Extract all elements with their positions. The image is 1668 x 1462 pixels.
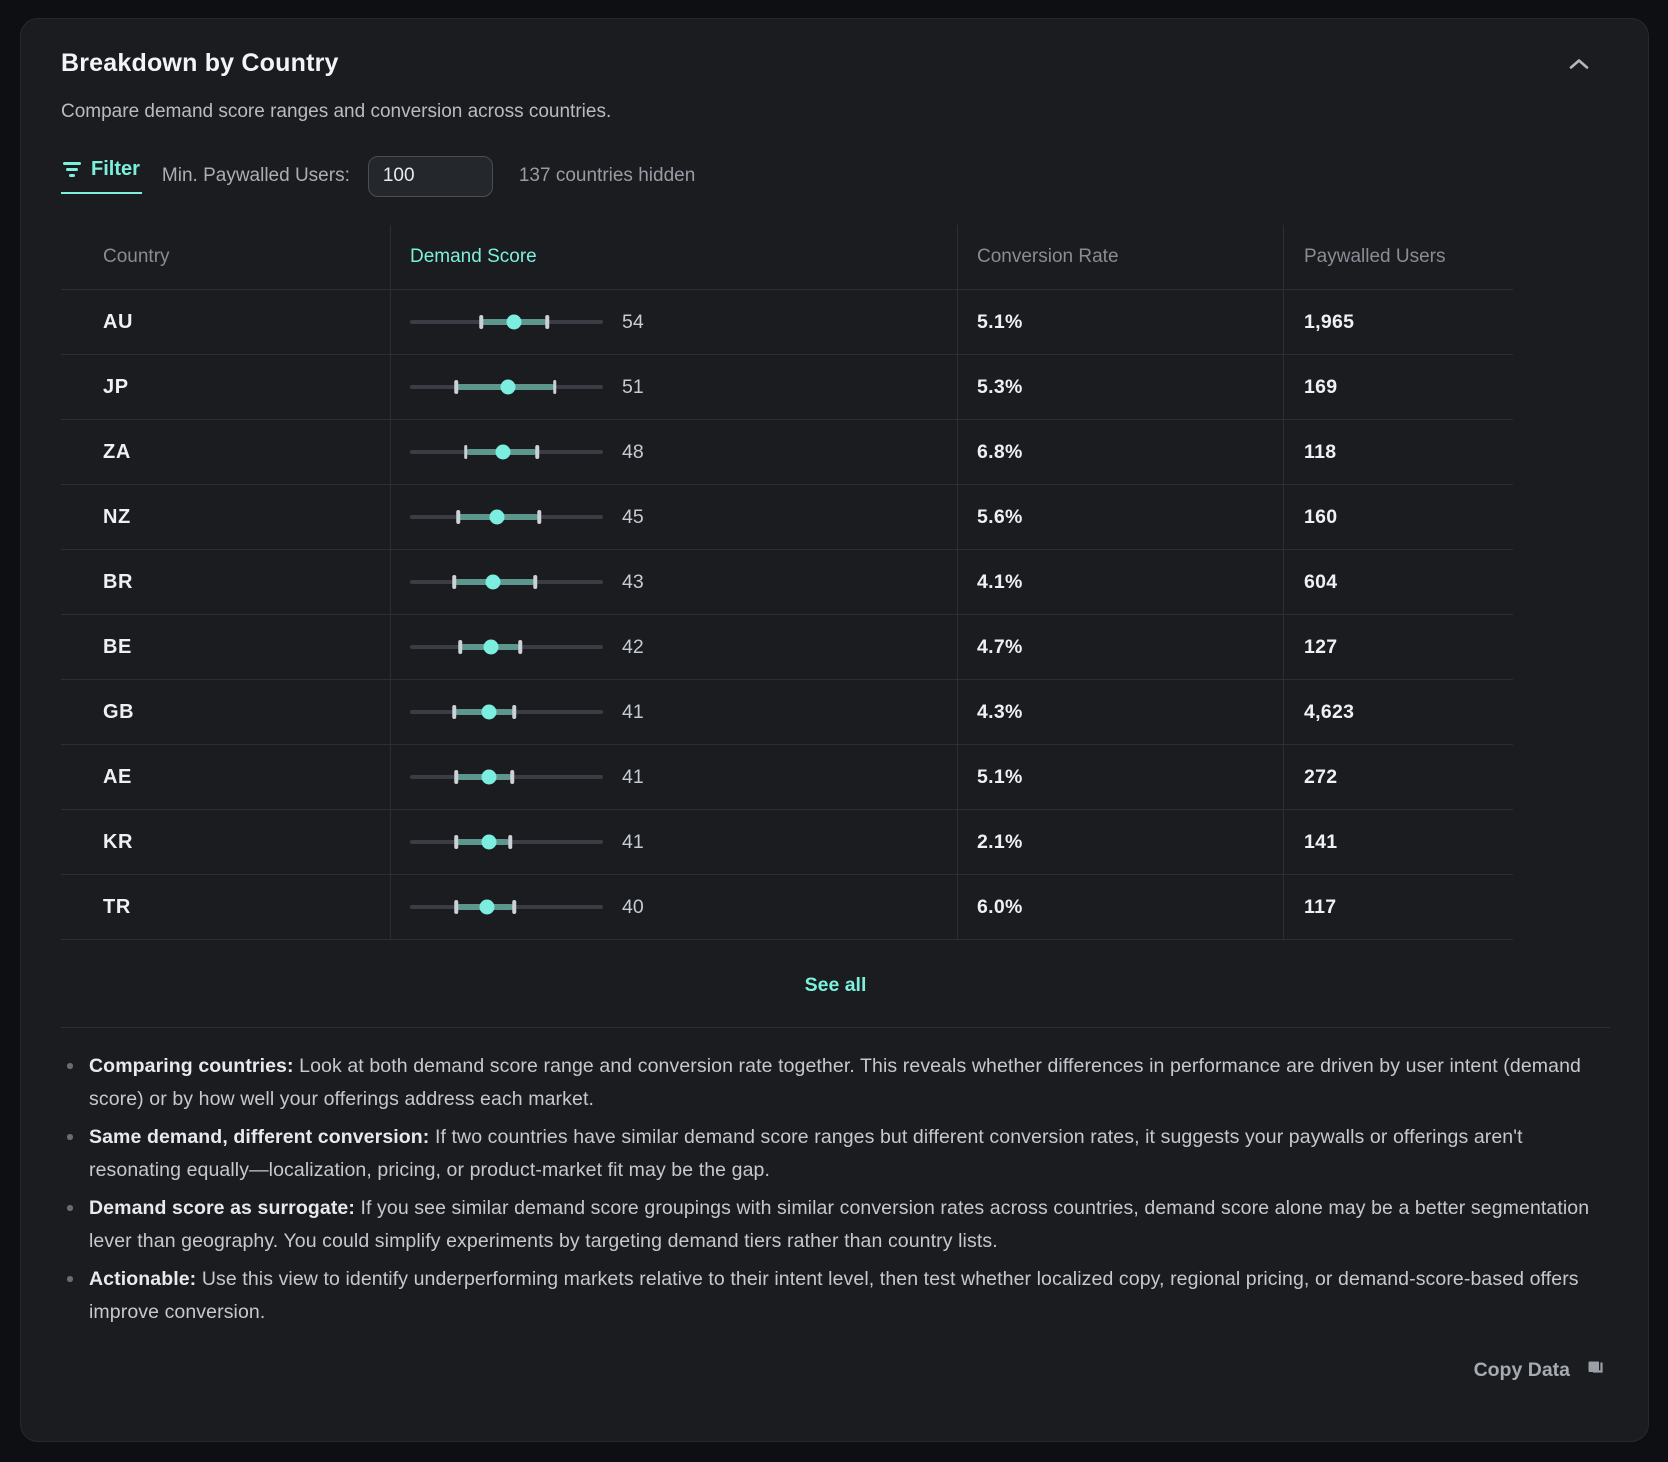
conversion-rate-value: 5.1% bbox=[977, 765, 1023, 788]
paywalled-users-value: 160 bbox=[1304, 505, 1338, 528]
conversion-rate-value: 4.1% bbox=[977, 570, 1023, 593]
slider-min-whisker bbox=[453, 705, 457, 719]
bullet-icon bbox=[67, 1063, 73, 1069]
demand-score-value: 51 bbox=[622, 375, 644, 398]
copy-data-label: Copy Data bbox=[1473, 1358, 1570, 1381]
collapse-panel-button[interactable] bbox=[1562, 51, 1596, 80]
demand-score-slider bbox=[410, 635, 603, 659]
column-header-country[interactable]: Country bbox=[103, 246, 170, 267]
insight-note bbox=[61, 1192, 1613, 1258]
table-row bbox=[61, 874, 1513, 939]
chevron-up-icon bbox=[1568, 59, 1590, 74]
slider-dot bbox=[482, 770, 497, 785]
demand-score-value: 41 bbox=[622, 830, 644, 853]
conversion-rate-value: 5.6% bbox=[977, 505, 1023, 528]
slider-min-whisker bbox=[453, 575, 457, 589]
breakdown-by-country-panel bbox=[20, 18, 1649, 1442]
demand-score-slider bbox=[410, 505, 603, 529]
conversion-rate-value: 4.3% bbox=[977, 700, 1023, 723]
filter-icon bbox=[63, 162, 81, 177]
min-paywalled-users-label: Min. Paywalled Users: bbox=[161, 165, 350, 186]
slider-min-whisker bbox=[455, 835, 459, 849]
country-code: GB bbox=[103, 700, 135, 723]
demand-score-value: 40 bbox=[622, 895, 644, 918]
demand-score-slider bbox=[410, 895, 603, 919]
table-header-row bbox=[61, 225, 1513, 289]
note-lead: Same demand, different conversion: bbox=[89, 1126, 430, 1148]
country-code: KR bbox=[103, 830, 134, 853]
slider-max-whisker bbox=[553, 380, 557, 394]
slider-max-whisker bbox=[512, 900, 516, 914]
table-row bbox=[61, 289, 1513, 354]
panel-subtitle: Compare demand score ranges and conversion across countries. bbox=[61, 101, 612, 122]
see-all-link[interactable]: See all bbox=[804, 974, 867, 996]
slider-max-whisker bbox=[518, 640, 522, 654]
table-row bbox=[61, 354, 1513, 419]
slider-min-whisker bbox=[458, 640, 462, 654]
country-code: BE bbox=[103, 635, 132, 658]
country-code: ZA bbox=[103, 440, 131, 463]
demand-score-slider bbox=[410, 830, 603, 854]
table-row bbox=[61, 744, 1513, 809]
filter-tab[interactable] bbox=[61, 158, 142, 194]
slider-dot bbox=[495, 445, 510, 460]
slider-max-whisker bbox=[511, 770, 515, 784]
paywalled-users-value: 127 bbox=[1304, 635, 1338, 658]
slider-dot bbox=[507, 315, 522, 330]
demand-score-value: 42 bbox=[622, 635, 644, 658]
filter-tab-label: Filter bbox=[91, 158, 140, 180]
column-header-conversion-rate[interactable]: Conversion Rate bbox=[977, 246, 1119, 267]
filter-row bbox=[61, 150, 1608, 202]
slider-max-whisker bbox=[536, 445, 540, 459]
insight-note bbox=[61, 1121, 1613, 1187]
paywalled-users-value: 272 bbox=[1304, 765, 1338, 788]
note-text: If you see similar demand score groupings with similar conversion rates across countries, demand score alone may be a better segmentation lever than geography. You could simplify experiments by targeting demand tiers rather than country lists. bbox=[89, 1197, 1590, 1252]
conversion-rate-value: 5.3% bbox=[977, 375, 1023, 398]
table-row bbox=[61, 549, 1513, 614]
conversion-rate-value: 6.0% bbox=[977, 895, 1023, 918]
slider-min-whisker bbox=[455, 380, 459, 394]
panel-header bbox=[61, 49, 1608, 80]
demand-score-value: 45 bbox=[622, 505, 644, 528]
demand-score-value: 54 bbox=[622, 310, 644, 333]
demand-score-value: 41 bbox=[622, 765, 644, 788]
country-code: TR bbox=[103, 895, 131, 918]
demand-score-value: 41 bbox=[622, 700, 644, 723]
country-code: BR bbox=[103, 570, 134, 593]
conversion-rate-value: 2.1% bbox=[977, 830, 1023, 853]
paywalled-users-value: 118 bbox=[1304, 440, 1337, 463]
paywalled-users-value: 604 bbox=[1304, 570, 1338, 593]
bullet-icon bbox=[67, 1205, 73, 1211]
demand-score-value: 48 bbox=[622, 440, 644, 463]
slider-dot bbox=[484, 640, 499, 655]
demand-score-slider bbox=[410, 375, 603, 399]
slider-max-whisker bbox=[545, 315, 549, 329]
table-row bbox=[61, 614, 1513, 679]
slider-dot bbox=[501, 380, 516, 395]
insight-note bbox=[61, 1050, 1613, 1116]
country-breakdown-table bbox=[61, 225, 1513, 940]
country-code: AU bbox=[103, 310, 134, 333]
slider-dot bbox=[485, 575, 500, 590]
demand-score-slider bbox=[410, 765, 603, 789]
country-code: AE bbox=[103, 765, 132, 788]
note-lead: Actionable: bbox=[89, 1268, 197, 1290]
country-code: NZ bbox=[103, 505, 131, 528]
conversion-rate-value: 5.1% bbox=[977, 310, 1023, 333]
column-header-paywalled-users[interactable]: Paywalled Users bbox=[1304, 246, 1446, 267]
slider-max-whisker bbox=[512, 705, 516, 719]
conversion-rate-value: 4.7% bbox=[977, 635, 1023, 658]
demand-score-value: 43 bbox=[622, 570, 644, 593]
slider-min-whisker bbox=[455, 900, 459, 914]
demand-score-slider bbox=[410, 310, 603, 334]
slider-min-whisker bbox=[480, 315, 484, 329]
section-divider bbox=[61, 1027, 1610, 1028]
table-body bbox=[61, 289, 1513, 940]
note-text: If two countries have similar demand score ranges but different conversion rates, it suggests your paywalls or offerings aren't resonating equally—localization, pricing, or product-market fit may be the gap. bbox=[89, 1126, 1523, 1181]
slider-dot bbox=[489, 510, 504, 525]
bullet-icon bbox=[67, 1276, 73, 1282]
paywalled-users-value: 141 bbox=[1304, 830, 1338, 853]
column-header-demand-score[interactable]: Demand Score bbox=[410, 246, 537, 267]
slider-min-whisker bbox=[457, 510, 461, 524]
demand-score-slider bbox=[410, 700, 603, 724]
insight-notes bbox=[61, 1050, 1613, 1329]
slider-dot bbox=[482, 705, 497, 720]
note-text: Look at both demand score range and conversion rate together. This reveals whether differences in performance are driven by user intent (demand score) or by how well your offerings address each market. bbox=[89, 1055, 1581, 1110]
slider-dot bbox=[482, 835, 497, 850]
demand-score-slider bbox=[410, 440, 603, 464]
table-row bbox=[61, 484, 1513, 549]
bullet-icon bbox=[67, 1134, 73, 1140]
countries-hidden-note: 137 countries hidden bbox=[518, 165, 696, 186]
table-row bbox=[61, 419, 1513, 484]
paywalled-users-value: 169 bbox=[1304, 375, 1338, 398]
conversion-rate-value: 6.8% bbox=[977, 440, 1023, 463]
slider-min-whisker bbox=[464, 445, 468, 459]
demand-score-slider bbox=[410, 570, 603, 594]
paywalled-users-value: 117 bbox=[1304, 895, 1337, 918]
table-row bbox=[61, 809, 1513, 874]
slider-max-whisker bbox=[534, 575, 538, 589]
note-text: Use this view to identify underperforming markets relative to their intent level, then test whether localized copy, regional pricing, or demand-score-based offers improve conversion. bbox=[89, 1268, 1579, 1323]
panel-footer bbox=[61, 1354, 1610, 1386]
copy-data-button[interactable] bbox=[1470, 1354, 1610, 1386]
table-row bbox=[61, 679, 1513, 744]
paywalled-users-value: 4,623 bbox=[1304, 700, 1355, 723]
see-all-wrap bbox=[61, 974, 1610, 997]
paywalled-users-value: 1,965 bbox=[1304, 310, 1355, 333]
country-code: JP bbox=[103, 375, 129, 398]
note-lead: Demand score as surrogate: bbox=[89, 1197, 355, 1219]
copy-icon bbox=[1585, 1358, 1606, 1382]
note-lead: Comparing countries: bbox=[89, 1055, 294, 1077]
slider-dot bbox=[480, 900, 495, 915]
slider-min-whisker bbox=[455, 770, 459, 784]
slider-max-whisker bbox=[509, 835, 513, 849]
min-paywalled-users-input[interactable] bbox=[368, 156, 493, 197]
slider-max-whisker bbox=[538, 510, 542, 524]
insight-note bbox=[61, 1263, 1613, 1329]
page-title: Breakdown by Country bbox=[61, 49, 339, 77]
